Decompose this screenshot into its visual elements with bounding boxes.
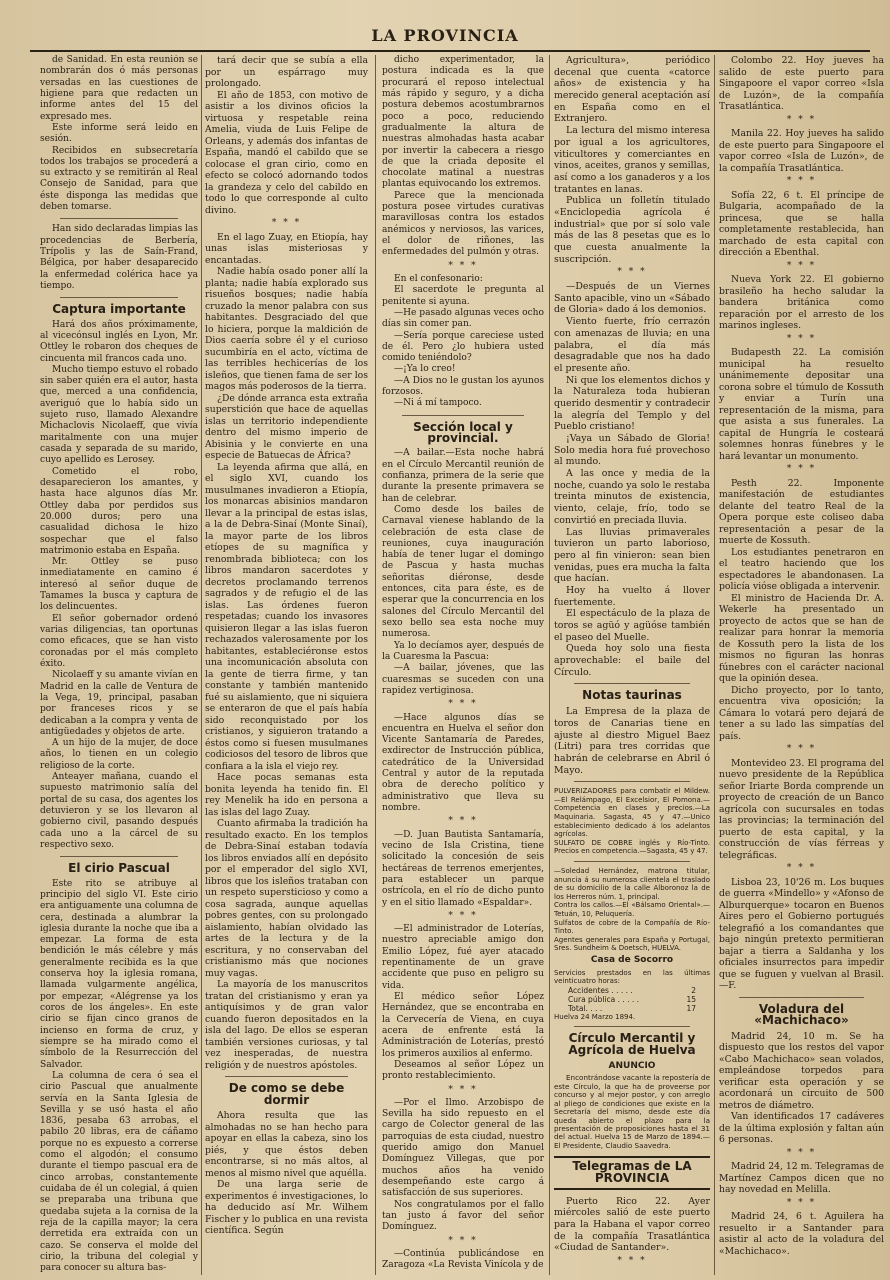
advertisement: —Soledad Hernández, matrona titular, anuncia á su numerosa clientela el traslado de su domicilio de la calle Alboronoz la de los Herreros núm. 1, principal. [554,867,710,901]
advertisement: Servicios prestados en las últimas veinticuatro horas: [554,968,710,986]
paragraph: ¿De dónde arranca esta extraña superstición que hace de aquellas islas un territorio independiente dentro del mismo imperio de Abisinia y le convierte en una especie de Batuecas de África? [205,392,368,461]
paragraph: —Sería porque careciese usted de él. Pero ¿lo hubiera usted comido teniéndolo? [382,330,544,364]
paragraph: dicho experimentador, la postura indicada es la que procurará el reposo intelectual más rápido y seguro, y a dicha postura debemos acostumbrarnos poco a poco, reduciendo gradualmente la altura de nuestras almohadas hasta acabar por invertir la cabecera a riesgo de que la criada deposite el chocolate matinal a nuestras plantas equivocando los extremos. [382,55,544,190]
column-rule [201,55,202,1275]
item-separator: * * * [448,1235,478,1246]
paragraph: Dicho proyecto, por lo tanto, encuentra viva oposición; la Cámara lo votará pero dejará de tener a su lado las simpatías del país. [719,684,884,742]
paragraph: Montevideo 23. El programa del nuevo presidente de la República señor Iriarte Borda comprende un proyecto de creación de un Banco agrícola con sucursales en todas las provincias; la terminación del puerto de esta capital, y la construcción de vías férreas y telegráficas. [719,757,884,861]
section-divider [574,861,690,862]
column-rule [714,55,715,1275]
paragraph: En el confesonario: [394,273,483,284]
paragraph: Nadie había osado poner allí la planta; nadie había explorado sus risueños bosques; nadie había cruzado la menor palabra con sus habitantes. Desgraciado del que lo hiciera, porque la maldición de Dios caería sobre él y el curioso sucumbiría en el acto, víctima de las terribles hechicerías de los isleños, que tienen fama de ser los magos más poderosos de la tierra. [205,266,368,392]
advertisement: PULVERIZADORES para combatir el Mildew.—El Relámpago, El Excelsior, El Pomona.—Competencia en clases y precios.—La Maquinaria. Sagasta, 45 y 47.—Unico establecimiento dedicado á los adelantos agrícolas. [554,787,710,839]
paragraph: —A Dios no le gustan los ayunos forzosos. [382,375,544,398]
masthead-title: LA PROVINCIA [371,26,519,45]
masthead-rule [30,50,870,52]
paragraph: ¡Vaya un Sábado de Gloria! Solo media hora fué provechoso al mundo. [554,433,710,468]
telegrams-heading: Telegramas de LA PROVINCIA [554,1156,710,1189]
paragraph: —He pasado algunas veces ocho días sin comer pan. [382,307,544,330]
stats-value: 15 [686,994,696,1004]
item-separator: * * * [448,260,478,271]
paragraph: Ahora resulta que las almohadas no se han hecho para apoyar en ellas la cabeza, sino los piés, y que éstos deben encontrarse, si no más altos, al menos al mismo nivel que aquélla. [205,1110,368,1179]
paragraph: Deseamos al señor López un pronto restablecimiento. [382,1059,544,1082]
notice-text: Encontrándose vacante la repostería de este Círculo, la que ha de proveerse por concurso y al mejor postor, y con arreglo al pliego de condiciones que existe en la Secretaría del mismo, desde este día queda abierto el plazo para la presentación de proposiciones hasta el 31 del actual. Huelva 15 de Marzo de 1894.—El Presidente, Claudio Saavedra. [554,1073,710,1150]
paragraph: El espectáculo de la plaza de toros se agüó y agüóse también el paseo del Muelle. [554,608,710,643]
item-separator: * * * [786,744,817,754]
paragraph: —El administrador de Loterías, nuestro apreciable amigo don Emilio López, fué ayer atacado repentinamente de un grave accidente que puso en peligro su vida. [382,924,544,991]
item-separator: * * * [786,1197,817,1208]
paragraph: Este rito se atribuye al principio del siglo VI. Este cirio era antiguamente una columna de cera, destinada a alumbrar la iglesia durante la noche que iba a empezar. La forma de esta bendición le más célebre y más generalmente recibida es la que conserva hoy la iglesia romana, llamada vulgarmente angélica, por empezar, «Alégrense ya los coros de los ángeles». En este cirio se fijan cinco granos de incienso en forma de cruz, y siempre se ha mirado como el símbolo de la Resurrección del Salvador. [40,878,198,1070]
paragraph: Ni que los elementos dichos y la Naturaleza toda hubieran querido desmentir y contradecir la alegría del Templo y del Pueblo cristiano! [554,374,710,433]
item-separator: * * * [448,699,478,710]
paragraph: —A bailar, jóvenes, que las cuaresmas se suceden con una rapidez vertiginosa. [382,663,544,696]
paragraph: Agricultura», periódico decenal que cuenta «catorce años» de existencia y ha merecido general aceptación así en España como en el Extranjero. [554,55,710,125]
paragraph: La Empresa de la plaza de toros de Canarias tiene en ajuste al diestro Miguel Baez (Litri) para tres corridas que habrán de celebrarse en Abril ó Mayo. [554,706,710,776]
paragraph: Madrid 24, 10 m. Se ha dispuesto que los restos del vapor «Cabo Machichaco» sean volados, empleándose torpedos para verificar esta operación y se acordonará un circuito de 500 metros de diámetro. [719,1030,884,1111]
section-divider [402,415,524,416]
item-separator: * * * [786,260,817,271]
paragraph: Parece que la mencionada postura posee virtudes curativas maravillosas contra los estados anémicos y nerviosos, las varices, el dolor de riñones, las enfermedades del pulmón y otras. [382,190,544,258]
stats-value: 17 [686,1003,696,1013]
advertisement: Contra los callos.—El «Bálsamo Oriental».—Tetuán, 10, Peluquería. [554,901,710,918]
paragraph: Nicolaeff y su amante vivían en Madrid en la calle de Ventura de la Vega, 19, principal, pasaban por franceses ricos y se dedicaban a la compra y venta de antigüedades y objetos de arte. [40,670,198,737]
section-divider [225,1076,348,1077]
column-2 [205,55,368,1275]
paragraph: Queda hoy solo una fiesta aprovechable: el baile del Círculo. [554,643,710,678]
paragraph: La columna de cera ó sea el cirio Pascual que anualmente servía en la Santa Iglesia de Sevilla y se usó hasta el año 1836, pesaba 63 arrobas, el pabilo 20 libras, era de cáñamo porque no es expuesto a correrse como el algodón; el consumo durante el tiempo pascual era de cinco arrobas, constantemente cuidaba de él un colegial, á quien se preparaba una tribuna que quedaba sujeta a la cornisa de la reja de la capilla mayor; la cera derretida era extraída con un cazo. Se conserva el molde del cirio, la tribuna del colegial y para conocer su altura bas- [40,1070,198,1274]
paragraph: Nos congratulamos por el fallo tan justo á favor del señor Domínguez. [382,1199,544,1233]
paragraph: —Continúa publicándose en Zaragoza «La Revista Vinícola y de [382,1248,544,1271]
paragraph: Hoy ha vuelto á llover fuertemente. [554,584,710,608]
paragraph: El año de 1853, con motivo de asistir a los divinos oficios la virtuosa y respetable reina Amelia, viuda de Luis Felipe de Orleans, y además dos infantas de España, mandó el cabildo que se colocase el gran cirio, como en efecto se colocó adornando todos la grandeza y celo del cabildo en todo lo que corresponde al culto divino. [205,89,368,216]
paragraph: Hace pocas semanas esta bonita leyenda ha tenido fin. El rey Menelik ha ido en persona a las islas del lago Zuay. [205,772,368,818]
item-separator: * * * [617,1255,647,1266]
paragraph: Las lluvias primaverales tuvieron un parto laborioso, pero al fin vinieron: sean bien venidas, pues era mucha la falta que hacían. [554,526,710,585]
item-separator: * * * [786,863,817,873]
section-divider [60,297,178,298]
advertisement: Huelva 24 Marzo 1894. [554,1012,636,1021]
article-heading: Captura importante [52,302,186,317]
item-separator: * * * [448,910,478,921]
item-separator: * * * [271,218,302,228]
stats-row [554,1004,710,1013]
sub-heading: ANUNCIO [608,1060,656,1071]
paragraph: Nueva York 22. El gobierno brasileño ha hecho saludar la bandera británica como reparación por el arresto de los marinos ingleses. [719,274,884,331]
stats-value: 2 [691,985,696,995]
paragraph: Cuanto afirmaba la tradición ha resultado exacto. En los templos de Debra-Sinaí estaban todavía los libros enviados allí en depósito por el emperador del siglo XVI, libros que los isleños trataban con un respeto supersticioso y como a cosa sagrada, aunque aquellas pobres gentes, con su prolongado aislamiento, habían olvidado las artes de la lectura y de la escritura, y no conservaban del cristianismo más que nociones muy vagas. [205,818,368,979]
paragraph: Publica un folletín titulado «Enciclopedia agrícola é industrial» que por sí solo vale más de las 8 pesetas que es lo que cuesta anualmente la suscripción. [554,195,710,265]
paragraph: Como desde los bailes de Carnaval vienese hablando de la celebración de esta clase de reuniones, cuya inauguración había de tener lugar el domingo de Pascua y hasta muchas señoritas diéronse, desde entonces, cita para éste, es de esperar que la concurrencia en los salones del Círculo Mercantil del sexo bello sea esta noche muy numerosa. [382,504,544,640]
paragraph: Han sido declaradas limpias las procedencias de Berbería, Trípolis y las de Saín-Frand, Bélgica, por haber desaparecido la enfermedad colérica hace ya tiempo. [40,224,198,291]
column-rule [549,55,550,1275]
paragraph: Lisboa 23, 10'26 m. Los buques de guerra «Mindello» y «Afonso de Alburquerque» tocaron en Buenos Aires pero el Gobierno portugués telegrafió a los comandantes que bajo ningún pretexto permitieran bajar a tierra a Saldanha y los oficiales insurrectos para impedir que se fuguen y vuelvan al Brasil. —F. [719,876,884,991]
paragraph: En el lago Zuay, en Etiopía, hay unas islas misteriosas y encantadas. [205,231,368,266]
paragraph: El señor gobernador ordenó varias diligencias, tan oportunas como eficaces, que se han visto coronadas por el más completo éxito. [40,613,198,669]
section-divider [739,997,864,998]
stats-row [554,986,710,995]
item-separator: * * * [786,464,817,474]
paragraph: —Ni á mí tampoco. [394,398,482,409]
item-separator: * * * [617,267,647,278]
stats-label: Total. . . . [568,1003,603,1013]
advertisement: Sulfatos de cobre de la Compañía de Río-Tinto. [554,918,710,936]
paragraph: La leyenda afirma que allá, en el siglo XVI, cuando los musulmanes invadieron a Etiopía, los monarcas abisinios mandaron llevar a la principal de estas islas, a la de Debra-Sinaí (Monte Sinaí), la mayor parte de los libros etíopes de su magnífica y renombrada biblioteca; con los libros mandaron sacerdotes y decretos proclamando terrenos sagrados y de refugio el de las islas. Las órdenes fueron respetadas; cuando los invasores quisieron llegar a las islas fueron rechazados valerosamente por los habitantes, estableciéronse estos una incomunicación absoluta con la gente de tierra firme, y tan constante y también mantenido fué su aislamiento, que ni siquiera se enteraron de que el país había sido reconquistado por los cristianos, y siguieron tratando a éstos como si fuesen musulmanes codiciosos del tesoro de libros que confiara a la isla el viejo rey. [205,461,368,772]
stats-label: Cura pública . . . . . [568,994,640,1004]
paragraph: Ya lo decíamos ayer, después de la Cuaresma la Pascua: [382,640,544,662]
paragraph: La lectura del mismo interesa por igual a los agricultores, viticultores y comerciantes en vinos, aceites, granos y semillas, así como a los ganaderos y a los tratantes en lanas. [554,125,710,195]
paragraph: Cometido el robo, desaparecieron los amantes, y hasta hace algunos días Mr. Ottley daba por perdidos sus 20.000 duros; pero una casualidad dichosa le hizo sospechar que el falso matrimonio estaba en España. [40,466,198,556]
paragraph: de Sanidad. En esta reunión se nombrarán dos ó más personas versadas en las cuestiones de higiene para que redacten un informe antes del 15 del expresado mes. [40,55,198,122]
article-heading: Voladura del «Machichaco» [754,1001,849,1027]
column-5 [719,55,884,1275]
article-heading: Sección local y provincial. [413,419,513,445]
paragraph: —¡Ya lo creo! [394,364,456,375]
section-divider [60,218,178,219]
paragraph: La mayoría de los manuscritos tratan del cristianismo y eran ya antiquísimos y de gran valor cuando fueron depositados en la isla del lago. De ellos se esperan también versiones curiosas, y tal vez inesperadas, de nuestra religión y de nuestros apóstoles. [205,979,368,1071]
paragraph: Viento fuerte, frío cerrazón con amenazas de lluvia; en una palabra, el día más desagradable que nos ha dado el presente año. [554,316,710,374]
item-separator: * * * [786,114,817,125]
article-heading: Notas taurinas [582,688,682,703]
paragraph: A un hijo de la mujer, de doce años, lo tienen en un colegio religioso de la corte. [40,738,198,771]
paragraph: Sofía 22, 6 t. El príncipe de Bulgaria, acompañado de la princesa, que se halla completamente restablecida, han marchado de esta capital con dirección a Ebenthal. [719,189,884,258]
item-separator: * * * [448,1084,478,1095]
stats-label: Accidentes . . . . . [568,985,633,995]
item-separator: * * * [786,1147,817,1158]
paragraph: —A bailar.—Esta noche habrá en el Círculo Mercantil reunión de confianza, primera de la serie que durante la presente primavera se han de celebrar. [382,448,544,504]
section-divider [574,1026,690,1027]
paragraph: Puerto Rico 22. Ayer miércoles salió de este puerto para la Habana el vapor correo de la compañía Trasatlántica «Ciudad de Santander». [554,1195,710,1254]
sub-heading: Casa de Socorro [590,954,674,965]
stats-row [554,995,710,1004]
paragraph: —Después de un Viernes Santo apacible, vino un «Sábado de Gloria» dado á los demonios. [554,281,710,316]
paragraph: Manila 22. Hoy jueves ha salido de este puerto para Singapoore el vapor correo «Isla de Luzón», de la compañía Trasatlántica. [719,128,884,174]
paragraph: El sacerdote le pregunta al penitente si ayuna. [382,285,544,307]
advertisement: SULFATO DE COBRE inglés y Río-Tinto. Precios en competencia.—Sagasta, 45 y 47. [554,838,710,856]
paragraph: Anteayer mañana, cuando el supuesto matrimonio salía del portal de su casa, dos agentes los detuvieron y se los llevaron al gobierno civil, pasando después cada uno a la cárcel de su respectivo sexo. [40,772,198,850]
section-divider [574,781,690,782]
paragraph: Madrid 24, 6 t. Aguilera ha resuelto ir a Santander para asistir al acto de la voladura del «Machichaco». [719,1211,884,1257]
section-divider [574,683,690,684]
paragraph: tará decir que se subía a ella por un espárrago muy prolongado. [205,55,368,89]
paragraph: Budapesth 22. La comisión municipal ha resuelto unánimemente depositar una corona sobre el túmulo de Kossuth y enviar a Turín una representación de la misma, para que asista a sus funerales. La capital de Hungría le costeará solemnes honras fúnebres y le hará levantar un monumento. [719,347,884,462]
paragraph: Los estudiantes penetraron en el teatro haciendo que los espectadores le abandonasen. La policía vióse obligada a intervenir. [719,546,884,592]
paragraph: El médico señor López Hernández, que se encontraba en la Cervecería de Viena, en cuya acera de enfrente está la Administración de Loterías, prestó los primeros auxilios al enfermo. [382,992,544,1059]
item-separator: * * * [786,176,817,186]
column-4 [554,55,710,1275]
column-rule [375,55,376,1275]
paragraph: A las once y media de la noche, cuando ya solo le restaba treinta minutos de existencia, viento, celaje, frío, todo se convirtió en preciada lluvia. [554,468,710,526]
paragraph: El ministro de Hacienda Dr. A. Wekerle ha presentado un proyecto de actos que se han de realizar para honrar la memoria de Kossuth pero la lista de los mismos no figuran las honras fúnebres con el carácter nacional que la opinión desea. [719,592,884,684]
section-divider [60,856,178,857]
paragraph: Este informe será leido en sesión. [40,122,198,145]
column-3 [382,55,544,1275]
paragraph: Recibidos en subsecretaría todos los trabajos se procederá a su extracto y se remitirán al Real Consejo de Sanidad, para que éste disponga las medidas que deben tomarse. [40,145,198,213]
paragraph: Madrid 24, 12 m. Telegramas de Martínez Campos dicen que no hay novedad en Melilla. [719,1161,884,1195]
paragraph: De una larga serie de experimentos é investigaciones, lo ha deducido así Mr. Wilhem Fischer y lo publica en una revista científica. Según [205,1179,368,1236]
item-separator: * * * [786,333,817,344]
paragraph: Pesth 22. Imponente manifestación de estudiantes delante del teatro Real de la Opera porque este coliseo daba representación a pesar de la muerte de Kossuth. [719,477,884,546]
article-heading: El cirio Pascual [68,861,170,876]
paragraph: —D. Juan Bautista Santamaría, vecino de Isla Cristina, tiene solicitado la concesión de seis hectáreas de terrenos emerjentes, para establecer un parque ostrícola, en el río de dicho punto y en el sitio llamado «Espaldar». [382,829,544,908]
column-1 [40,55,198,1275]
paragraph: Colombo 22. Hoy jueves ha salido de este puerto para Singapoore el vapor correo «Isla de Luzón», de la compañía Trasatlántica. [719,55,884,112]
paragraph: Van identificados 17 cadáveres de la última explosión y faltan aún 6 personas. [719,1111,884,1145]
paragraph: —Hace algunos días se encuentra en Huelva el señor don Vicente Santamaría de Paredes, exdirector de Instrucción pública, catedrático de la Universidad Central y autor de la reputada obra de derecho político y administrativo que lleva su nombre. [382,712,544,813]
paragraph: Mucho tiempo estuvo el robado sin saber quién era el autor, hasta que, merced a una confidencia, averiguó que lo había sido un sujeto ruso, llamado Alexandre Michaclovis Nicolaeff, que vivía maritalmente con una mujer casada y separada de su marido, cuyo apellido es Lerosey. [40,364,198,466]
paragraph: Mr. Ottley se puso inmediatamente en camino é interesó al señor duque de Tamames la busca y captura de los delincuentes. [40,557,198,613]
item-separator: * * * [448,816,478,827]
article-heading: De como se debe dormir [228,1081,345,1107]
paragraph: Hará dos años próximamente, al vicecónsul inglés en Lyon, Mr. Ottley le robaron dos cheques de cincuenta mil francos cada uno. [40,319,198,364]
article-heading: Círculo Mercantil y Agrícola de Huelva [568,1031,696,1058]
advertisement: Agentes generales para España y Portugal, Sres. Sundheim & Doetsch, HUELVA. [554,935,710,953]
paragraph: —Por el Ilmo. Arzobispo de Sevilla ha sido repuesto en el cargo de Colector general de las parroquias de esta ciudad, nuestro querido amigo don Manuel Domínguez Villegas, que por muchos años ha venido desempeñando este cargo á satisfacción de sus superiores. [382,1097,544,1199]
